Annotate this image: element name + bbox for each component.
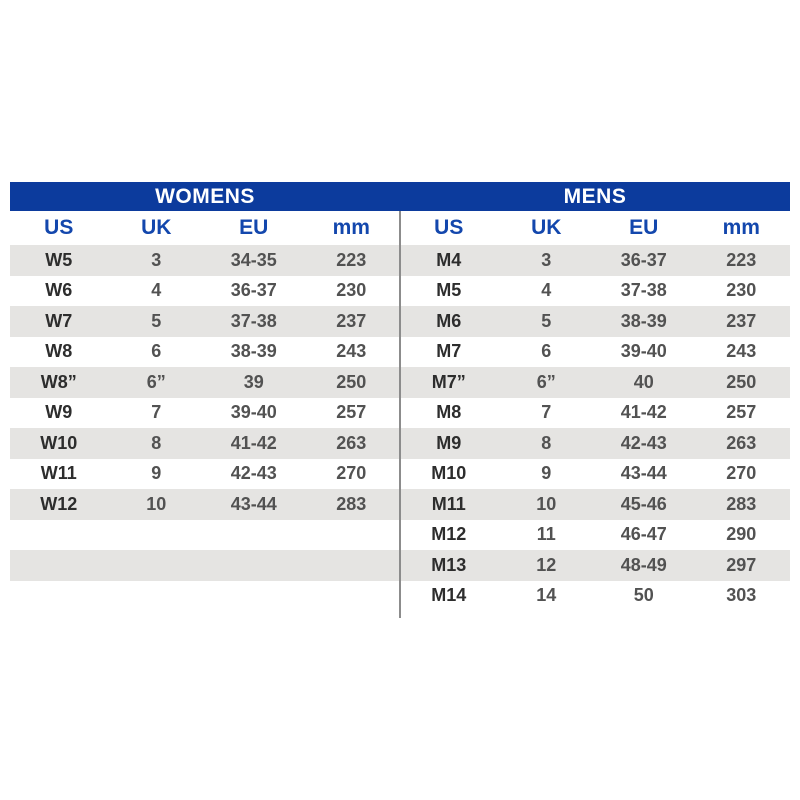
- table-row: [10, 489, 400, 520]
- table-row: [10, 276, 400, 307]
- womens-size-table: [10, 211, 400, 611]
- size-cell: M9: [436, 432, 462, 453]
- column-header: EU: [629, 216, 659, 239]
- mens-size-table: [400, 211, 790, 611]
- size-cell: 43-44: [620, 463, 667, 484]
- size-cell: 4: [541, 280, 552, 301]
- size-cell: 14: [536, 585, 557, 606]
- size-cell: M13: [431, 554, 467, 575]
- size-cell: 283: [336, 493, 367, 514]
- size-cell: 42-43: [230, 463, 277, 484]
- size-cell: 43-44: [230, 493, 277, 514]
- size-cell: W8”: [40, 371, 77, 392]
- size-cell: W6: [45, 280, 73, 301]
- size-cell: 45-46: [620, 493, 667, 514]
- size-cell: 9: [151, 463, 162, 484]
- size-cell: 41-42: [230, 432, 277, 453]
- size-cell: M7: [436, 341, 462, 362]
- table-row: [10, 245, 400, 276]
- size-cell: 223: [336, 249, 367, 270]
- size-cell: 243: [726, 341, 757, 362]
- table-row: [400, 398, 790, 429]
- size-cell: W11: [40, 463, 77, 484]
- size-cell: 3: [151, 249, 162, 270]
- size-cell: W8: [45, 341, 73, 362]
- size-cell: [10, 581, 108, 612]
- column-header: US: [44, 216, 74, 239]
- size-cell: 5: [151, 310, 162, 331]
- table-row: [10, 398, 400, 429]
- size-cell: M11: [431, 493, 466, 514]
- size-cell: 6: [151, 341, 162, 362]
- size-cell: 10: [536, 493, 557, 514]
- size-cell: [205, 581, 303, 612]
- size-cell: 39: [243, 371, 264, 392]
- table-row: [10, 550, 400, 581]
- size-cell: [205, 520, 303, 551]
- size-conversion-chart: [10, 182, 790, 611]
- size-cell: 270: [726, 463, 757, 484]
- size-cell: 36-37: [620, 249, 667, 270]
- size-cell: 6”: [536, 371, 556, 392]
- size-cell: W5: [45, 249, 73, 270]
- table-divider: [399, 211, 401, 618]
- table-row: [10, 459, 400, 490]
- table-row: [400, 337, 790, 368]
- size-cell: 37-38: [620, 280, 667, 301]
- size-cell: 7: [151, 402, 162, 423]
- size-cell: 10: [146, 493, 167, 514]
- size-cell: [10, 550, 108, 581]
- table-row: [400, 276, 790, 307]
- size-cell: 270: [336, 463, 367, 484]
- table-row: [400, 550, 790, 581]
- table-row: [10, 520, 400, 551]
- table-row: [10, 337, 400, 368]
- table-row: [400, 520, 790, 551]
- size-cell: 8: [151, 432, 162, 453]
- size-cell: [303, 520, 401, 551]
- size-cell: 40: [633, 371, 654, 392]
- size-cell: 303: [726, 585, 757, 606]
- size-cell: M12: [431, 524, 467, 545]
- chart-banner: [10, 182, 790, 211]
- size-cell: M7”: [431, 371, 466, 392]
- size-cell: 6: [541, 341, 552, 362]
- table-row: [400, 245, 790, 276]
- table-row: [400, 306, 790, 337]
- size-cell: 223: [726, 249, 757, 270]
- size-cell: 230: [336, 280, 367, 301]
- size-cell: 9: [541, 463, 552, 484]
- size-cell: 38-39: [620, 310, 667, 331]
- table-row: [400, 581, 790, 612]
- size-cell: W10: [40, 432, 78, 453]
- size-cell: [303, 550, 401, 581]
- table-row: [10, 367, 400, 398]
- womens-section-header: WOMENS: [155, 184, 255, 208]
- size-cell: 283: [726, 493, 757, 514]
- size-cell: M6: [436, 310, 462, 331]
- column-header: UK: [141, 216, 172, 239]
- column-header: UK: [531, 216, 562, 239]
- column-header-row: [10, 211, 400, 245]
- size-cell: 34-35: [230, 249, 277, 270]
- column-header-row: [400, 211, 790, 245]
- size-cell: M10: [431, 463, 467, 484]
- size-cell: 8: [541, 432, 552, 453]
- size-cell: 257: [336, 402, 367, 423]
- size-cell: 5: [541, 310, 552, 331]
- size-cell: 237: [726, 310, 757, 331]
- column-header: US: [434, 216, 464, 239]
- table-row: [10, 581, 400, 612]
- size-cell: 46-47: [620, 524, 667, 545]
- column-header: mm: [722, 216, 760, 239]
- size-cell: 263: [726, 432, 757, 453]
- size-cell: 230: [726, 280, 757, 301]
- size-cell: 50: [633, 585, 654, 606]
- column-header: EU: [239, 216, 269, 239]
- size-cell: 250: [726, 371, 757, 392]
- mens-section-header: MENS: [563, 184, 627, 208]
- size-cell: 237: [336, 310, 367, 331]
- size-cell: W9: [45, 402, 73, 423]
- size-cell: 38-39: [230, 341, 277, 362]
- size-cell: 263: [336, 432, 367, 453]
- size-cell: 41-42: [620, 402, 667, 423]
- size-cell: M5: [436, 280, 462, 301]
- size-cell: 48-49: [620, 554, 667, 575]
- size-cell: M4: [436, 249, 462, 270]
- size-cell: 257: [726, 402, 757, 423]
- table-row: [400, 428, 790, 459]
- table-row: [400, 367, 790, 398]
- size-cell: 7: [541, 402, 552, 423]
- table-row: [10, 428, 400, 459]
- size-cell: [10, 520, 108, 551]
- table-row: [400, 489, 790, 520]
- size-cell: [108, 520, 206, 551]
- size-cell: 39-40: [620, 341, 667, 362]
- size-cell: [303, 581, 401, 612]
- table-row: [400, 459, 790, 490]
- size-cell: [108, 550, 206, 581]
- size-cell: 11: [536, 524, 556, 545]
- size-cell: 37-38: [230, 310, 277, 331]
- size-cell: 36-37: [230, 280, 277, 301]
- size-cell: [108, 581, 206, 612]
- size-cell: M14: [431, 585, 467, 606]
- size-cell: 297: [726, 554, 757, 575]
- size-cell: 290: [726, 524, 757, 545]
- size-cell: W7: [45, 310, 73, 331]
- size-cell: 39-40: [230, 402, 277, 423]
- size-cell: [205, 550, 303, 581]
- column-header: mm: [332, 216, 370, 239]
- table-row: [10, 306, 400, 337]
- size-cell: 243: [336, 341, 367, 362]
- size-cell: 3: [541, 249, 552, 270]
- size-cell: 6”: [146, 371, 166, 392]
- size-cell: 250: [336, 371, 367, 392]
- size-cell: 12: [536, 554, 557, 575]
- size-cell: 42-43: [620, 432, 667, 453]
- size-cell: M8: [436, 402, 462, 423]
- size-cell: W12: [40, 493, 78, 514]
- size-cell: 4: [151, 280, 162, 301]
